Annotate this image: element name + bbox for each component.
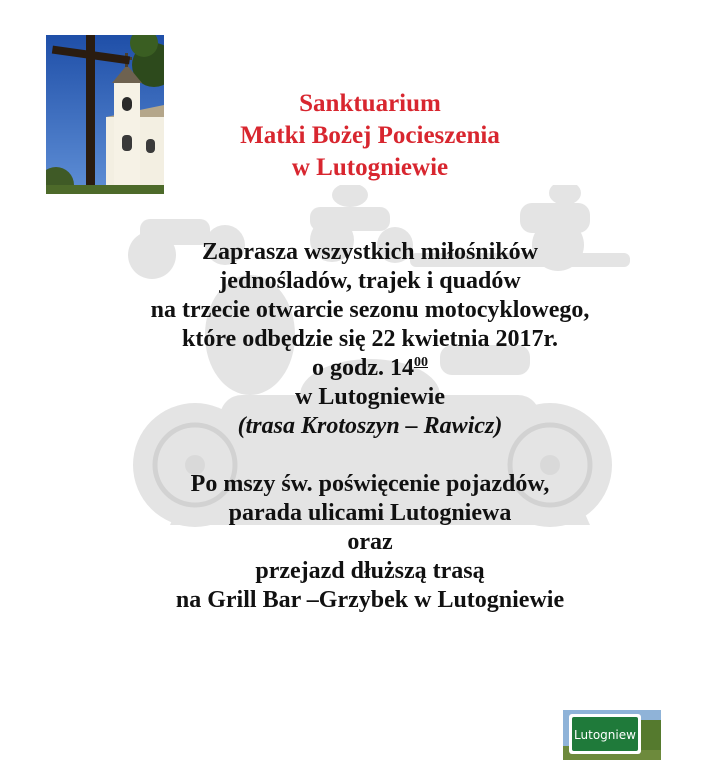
program-line-2: parada ulicami Lutogniewa [228, 500, 512, 526]
paragraph-spacer [60, 441, 680, 470]
invitation-text [60, 238, 680, 615]
event-time [60, 354, 680, 383]
sanctuary-title [200, 88, 540, 184]
invitation-line-4: które odbędzie się 22 kwietnia 2017r. [182, 326, 558, 352]
invitation-line-1: Zaprasza wszystkich miłośników [201, 239, 539, 265]
invitation-line-3: na trzecie otwarcie sezonu motocyklowego, [150, 297, 590, 323]
invitation-line-2: jednośladów, trajek i quadów [219, 268, 521, 294]
church-photo [46, 35, 164, 194]
program-line-5: na Grill Bar –Grzybek w Lutogniewie [175, 587, 565, 613]
event-time-minutes: 00 [414, 355, 428, 370]
title-line-3: w Lutogniewie [291, 154, 449, 181]
town-sign-text: Lutogniew [574, 728, 636, 742]
town-sign-photo [563, 710, 661, 760]
program-line-4: przejazd dłuższą trasą [255, 558, 485, 584]
title-line-2: Matki Bożej Pocieszenia [240, 122, 500, 149]
program-line-1: Po mszy św. poświęcenie pojazdów, [190, 471, 550, 497]
event-time-hour: o godz. 14 [312, 355, 414, 381]
route-text: (trasa Krotoszyn – Rawicz) [237, 413, 503, 439]
title-line-1: Sanktuarium [299, 90, 441, 117]
invitation-line-6: w Lutogniewie [295, 384, 445, 410]
program-line-3: oraz [347, 529, 393, 555]
